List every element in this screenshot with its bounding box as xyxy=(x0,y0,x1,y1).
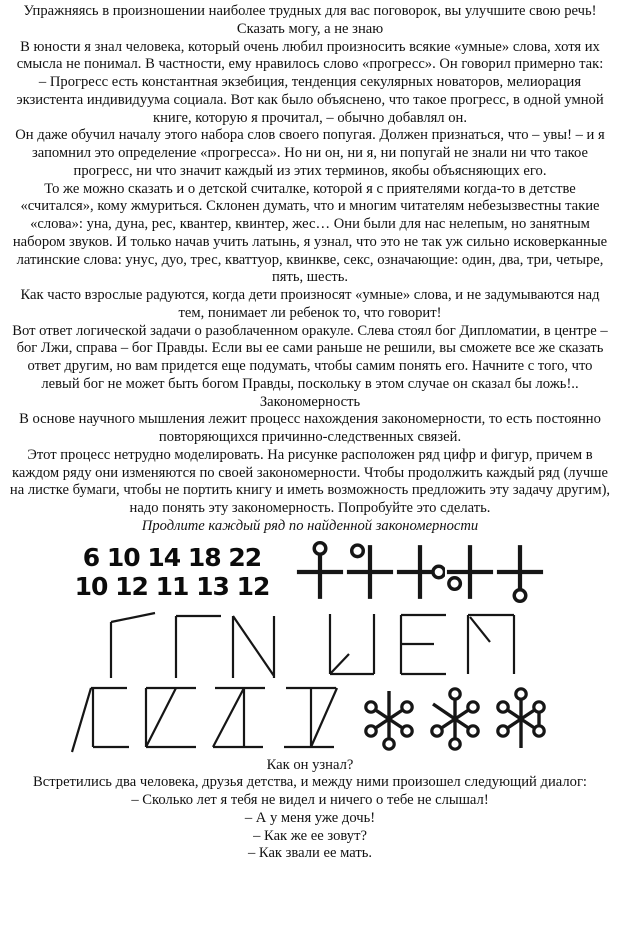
body-paragraph-2: В юности я знал человека, который очень любил произносить всякие «умные» слова, хотя их смысла не понимал. В частности, ему нравилось слово «прогресс». Он говорил примерно так: xyxy=(16,38,604,73)
cup-with-tick-shape-icon xyxy=(323,608,377,678)
figure-row-numbers-crosses xyxy=(9,537,611,607)
section-heading-zakonomernost: Закономерность xyxy=(259,393,361,410)
body-paragraph-1: Упражняясь в произношении наиболее трудных для вас поговорок, вы улучшите свою речь! xyxy=(23,3,597,19)
cross-series xyxy=(295,538,545,606)
body-paragraph-4: Он даже обучил началу этого набора слов своего попугая. Должен признаться, что – увы! – и я запомнил это определение «прогресса». Но ни он, ни я, ни попугай не знали ни что такое прогресс, ни что значит каждый из этих терминов, якобы объясняющих его. xyxy=(15,127,605,179)
corner-gamma-shape-icon xyxy=(170,608,224,678)
cross-circle-bottom-icon xyxy=(495,538,545,606)
cross-circle-lower-left-icon xyxy=(445,538,495,606)
quad-diagonal-vertical-icon xyxy=(211,680,273,756)
body-paragraph-9: Этот процесс нетрудно моделировать. На рисунке расположен ряд цифр и фигур, причем в каждом ряду они изменяются по своей закономерности. Чтобы продолжить каждый ряд (лучше на листке бумаги, чтобы не портить книгу и иметь возможность предложить эту задачу другим), надо понять эту закономерность. Попробуйте это сделать. xyxy=(9,446,611,516)
section-heading-skazat: Сказать могу, а не знаю xyxy=(236,20,384,37)
quad-box-diagonal-icon xyxy=(140,680,202,756)
snowflake-plain-bottom-right-bar-icon xyxy=(491,680,551,756)
cross-circle-top-icon xyxy=(295,538,345,606)
figure-row-corner-shapes xyxy=(9,607,611,679)
letter-e-shape-icon xyxy=(395,608,449,678)
dialog-line-1: – Сколько лет я тебя не видел и ничего о тебе не слышал! xyxy=(131,792,489,808)
body-paragraph-7: Вот ответ логической задачи о разоблаченном оракуле. Слева стоял бог Дипломатии, в центре – бог Лжи, справа – бог Правды. Если вы ее сами раньше не решили, вы сможете все же сказать ответ другим, но вам придется еще подумать, чтобы самим понять его. Начните с того, что левый бог не может быть богом Правды, поскольку в этом случае он сказал бы ложь!.. xyxy=(12,322,608,392)
body-paragraph-8: В основе научного мышления лежит процесс нахождения закономерности, то есть постоянно повторяющихся причинно-следственных связей. xyxy=(19,411,601,445)
dialog-line-4: – Как звали ее мать. xyxy=(247,845,373,862)
section-heading-kak-on-uznal: Как он узнал? xyxy=(266,756,354,773)
snowflake-plain-top-icon xyxy=(359,680,419,756)
quad-vertical-diagonal-right-icon xyxy=(282,680,344,756)
quad-diagonal-left-icon xyxy=(69,680,131,756)
figure-row-quads-snowflakes xyxy=(9,679,611,757)
body-paragraph-3: – Прогресс есть константная экзебиция, тенденция секулярных новаторов, мелиорация экзистента индивидуума социала. Вот как было объяснено, что такое прогресс, в одной умной книге, которую я прочитал, – обычно добавлял он. xyxy=(16,74,604,126)
body-paragraph-6: Как часто взрослые радуются, когда дети произносят «умные» слова, и не задумываются над тем, понимает ли ребенок то, что говорит! xyxy=(20,287,600,321)
open-angle-shape-icon xyxy=(104,608,158,678)
cross-circle-upper-left-icon xyxy=(345,538,395,606)
body-paragraph-10: Встретились два человека, друзья детства, и между ними произошел следующий диалог: xyxy=(33,774,587,791)
number-series-line1: 6 10 14 18 22 xyxy=(82,542,262,572)
puzzle-figure xyxy=(9,537,611,757)
letter-n-shape-icon xyxy=(227,608,281,678)
number-series xyxy=(75,543,270,601)
body-paragraph-5: То же можно сказать и о детской считалке, которой я с приятелями когда-то в детстве «считался», кому жмуриться. Склонен думать, что и многим читателям небезызвестны такие «слова»: уна, дуна, рес, квантер, квинтер, жес… Они были для нас нелепым, но занятным набором звуков. И только начав учить латынь, я узнал, что это не так уж сильно исковерканные латинские слова: унус, дуо, трес, кваттуор, квинкве, секс, означающие: один, два, три, четыре, пять, шесть. xyxy=(12,180,608,286)
number-series-line2: 10 12 11 13 12 xyxy=(74,571,270,601)
gate-with-diagonal-shape-icon xyxy=(463,608,517,678)
dialog-line-3: – Как же ее зовут? xyxy=(253,827,367,844)
figure-caption: Продлите каждый ряд по найденной закономерности xyxy=(141,517,479,534)
dialog-line-2: – А у меня уже дочь! xyxy=(244,809,376,826)
cross-circle-right-icon xyxy=(395,538,445,606)
snowflake-plain-upper-left-icon xyxy=(425,680,485,756)
